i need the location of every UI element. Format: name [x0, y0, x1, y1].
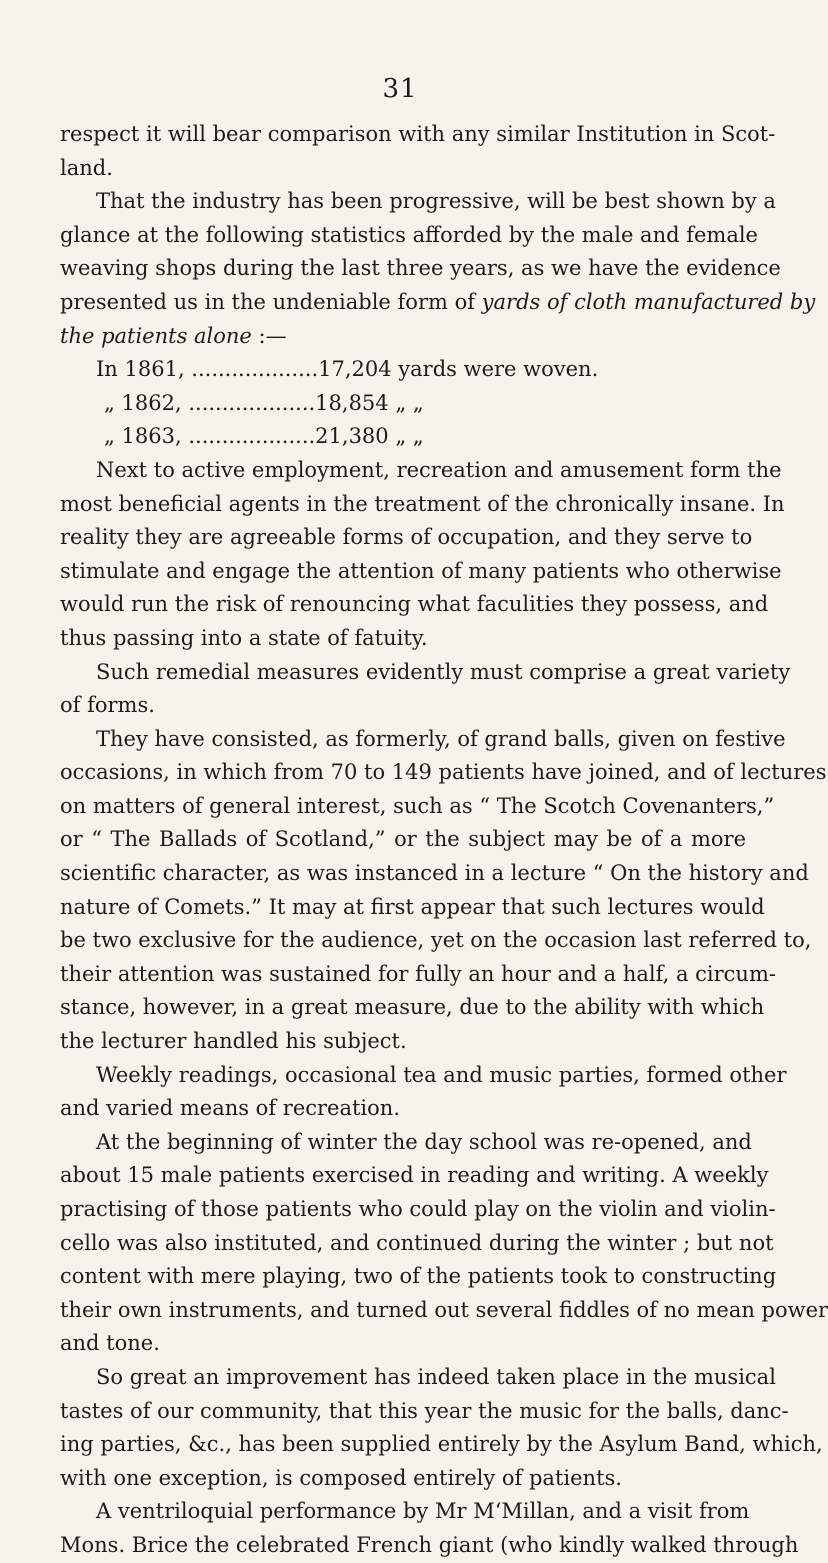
text-line: content with mere playing, two of the patients took to constructing: [60, 1264, 777, 1289]
text-line: practising of those patients who could play on the violin and violin-: [60, 1197, 776, 1221]
text-line: scientific character, as was instanced in a lecture “ On the history and: [60, 861, 809, 886]
text-line: land.: [60, 155, 113, 180]
statistics-row-1861: In 1861, ...................17,204 yards were woven.: [96, 357, 599, 382]
text-line: glance at the following statistics afforded by the male and female: [60, 222, 758, 247]
text-line: At the beginning of winter the day school was re-opened, and: [96, 1129, 752, 1154]
text-line: the lecturer handled his subject.: [60, 1029, 407, 1054]
text-line: They have consisted, as formerly, of grand balls, given on festive: [96, 726, 786, 751]
statistics-row-1862: „ 1862, ...................18,854 „ „: [104, 390, 424, 415]
text-line: of forms.: [60, 693, 155, 718]
text-line: be two exclusive for the audience, yet on the occasion last referred to,: [60, 928, 812, 953]
text-line: A ventriloquial performance by Mr M‘Millan, and a visit from: [96, 1499, 750, 1524]
text-line: on matters of general interest, such as “ The Scotch Covenanters,”: [60, 793, 775, 818]
text-line: presented us in the undeniable form of yards of cloth manufactured by: [60, 289, 816, 314]
text-line: and tone.: [60, 1331, 160, 1356]
text-line: about 15 male patients exercised in reading and writing. A weekly: [60, 1163, 769, 1188]
text-line: respect it will bear comparison with any similar Institution in Scot-: [60, 122, 776, 146]
text-line: Such remedial measures evidently must comprise a great variety: [96, 659, 791, 684]
text-line: weaving shops during the last three years, as we have the evidence: [60, 256, 781, 281]
text-line: most beneficial agents in the treatment of the chronically insane. In: [60, 491, 785, 516]
text-line: Weekly readings, occasional tea and music parties, formed other: [96, 1062, 787, 1087]
text-line: nature of Comets.” It may at first appear that such lectures would: [60, 894, 765, 919]
text-line: Next to active employment, recreation and amusement form the: [96, 457, 782, 482]
text-line: the patients alone :—: [60, 323, 287, 348]
text-line: their attention was sustained for fully an hour and a half, a circum-: [60, 961, 776, 986]
text-line: stimulate and engage the attention of many patients who otherwise: [60, 558, 782, 583]
text-line: their own instruments, and turned out several fiddles of no mean power: [60, 1297, 828, 1322]
text-line: occasions, in which from 70 to 149 patients have joined, and of lectures: [60, 760, 827, 785]
text-line: That the industry has been progressive, will be best shown by a: [96, 189, 776, 214]
text-line: So great an improvement has indeed taken place in the musical: [96, 1364, 776, 1389]
text-line: thus passing into a state of fatuity.: [60, 625, 428, 650]
page-number: 31: [382, 74, 418, 104]
text-line: or “ The Ballads of Scotland,” or the subject may be of a more: [60, 827, 746, 852]
text-line: stance, however, in a great measure, due to the ability with which: [60, 995, 765, 1020]
text-line: reality they are agreeable forms of occupation, and they serve to: [60, 525, 753, 550]
body-text: [60, 118, 828, 1563]
text-line: tastes of our community, that this year the music for the balls, danc-: [60, 1398, 789, 1423]
text-line: with one exception, is composed entirely of patients.: [60, 1465, 622, 1490]
text-line: Mons. Brice the celebrated French giant (who kindly walked through: [60, 1532, 799, 1557]
statistics-row-1863: „ 1863, ...................21,380 „ „: [104, 424, 424, 449]
text-line: would run the risk of renouncing what faculities they possess, and: [60, 592, 769, 617]
text-line: cello was also instituted, and continued during the winter ; but not: [60, 1230, 774, 1255]
text-line: ing parties, &c., has been supplied entirely by the Asylum Band, which,: [60, 1432, 823, 1457]
text-line: and varied means of recreation.: [60, 1096, 400, 1121]
